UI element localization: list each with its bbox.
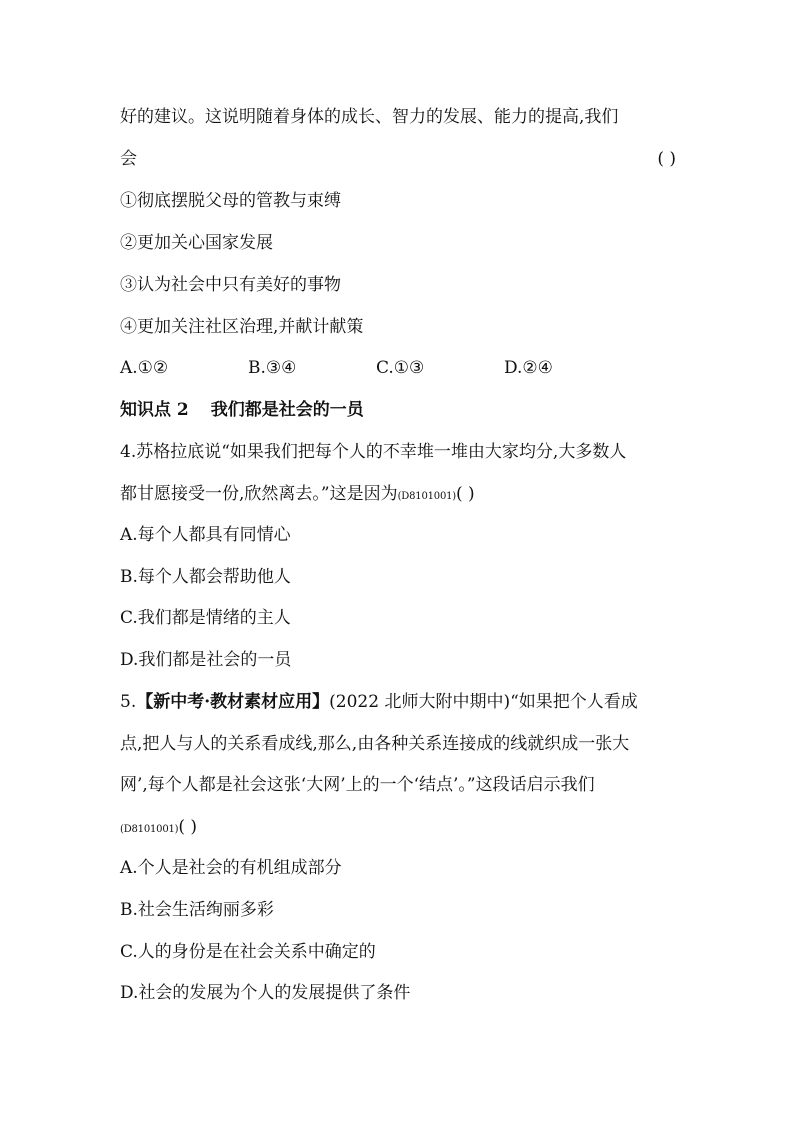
q5-line-2: 点,把人与人的关系看成线,那么,由各种关系连接成的线就织成一张大 bbox=[120, 734, 630, 754]
q5-option-c: C.人的身份是在社会关系中确定的 bbox=[120, 942, 376, 962]
q4-line-2-text: 都甘愿接受一份,欣然离去。”这是因为 bbox=[120, 484, 398, 504]
q4-code: (D8101001) bbox=[397, 491, 456, 502]
q3-option-b: B.③④ bbox=[248, 358, 297, 378]
q3-options bbox=[120, 356, 676, 380]
q5-option-b: B.社会生活绚丽多彩 bbox=[120, 900, 274, 920]
q5-option-d: D.社会的发展为个人的发展提供了条件 bbox=[120, 983, 411, 1003]
q5-code: (D8101001) bbox=[120, 824, 179, 835]
q3-item-3: ③认为社会中只有美好的事物 bbox=[120, 275, 341, 295]
section-heading bbox=[120, 398, 676, 422]
q5-tag: 【新中考·教材素材应用】 bbox=[136, 692, 330, 712]
q5-line-1 bbox=[120, 690, 676, 714]
section-label: 知识点 2 bbox=[120, 400, 189, 420]
q5-source: (2022 北师大附中期中) bbox=[329, 692, 511, 712]
q4-line-1: 4.苏格拉底说“如果我们把每个人的不幸堆一堆由大家均分,大多数人 bbox=[120, 442, 627, 462]
q5-line-1-text: “如果把个人看成 bbox=[510, 692, 638, 712]
q5-number: 5. bbox=[120, 692, 137, 712]
q3-option-c: C.①③ bbox=[376, 358, 425, 378]
q3-line-2-text: 会 bbox=[120, 149, 137, 169]
q3-line-2 bbox=[120, 147, 676, 171]
q5-option-a: A.个人是社会的有机组成部分 bbox=[120, 858, 342, 878]
q3-option-a: A.①② bbox=[120, 358, 169, 378]
q3-item-1: ①彻底摆脱父母的管教与束缚 bbox=[120, 191, 341, 211]
q3-answer-paren: ( ) bbox=[657, 149, 676, 169]
q4-option-a: A.每个人都具有同情心 bbox=[120, 525, 291, 545]
q5-answer-paren: ( ) bbox=[178, 817, 198, 837]
q4-option-b: B.每个人都会帮助他人 bbox=[120, 567, 291, 587]
q3-item-2: ②更加关心国家发展 bbox=[120, 233, 273, 253]
q3-option-d: D.②④ bbox=[504, 358, 553, 378]
q4-line-2 bbox=[120, 482, 676, 509]
q5-line-4 bbox=[120, 815, 676, 842]
q5-line-3: 网’,每个人都是社会这张‘大网’上的一个‘结点’。”这段话启示我们 bbox=[120, 775, 595, 795]
q4-option-c: C.我们都是情绪的主人 bbox=[120, 608, 291, 628]
q4-option-d: D.我们都是社会的一员 bbox=[120, 650, 292, 670]
q3-line-1: 好的建议。这说明随着身体的成长、智力的发展、能力的提高,我们 bbox=[120, 107, 619, 127]
q3-item-4: ④更加关注社区治理,并献计献策 bbox=[120, 317, 364, 337]
q4-answer-paren: ( ) bbox=[455, 484, 475, 504]
section-title: 我们都是社会的一员 bbox=[210, 400, 364, 420]
